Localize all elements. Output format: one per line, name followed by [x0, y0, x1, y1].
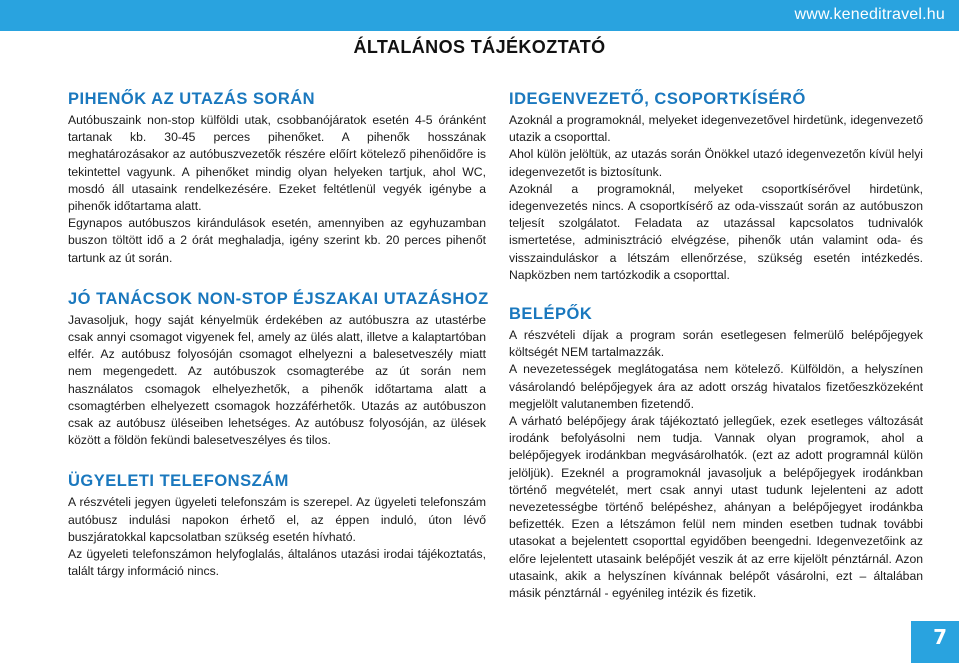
page-number-badge: [911, 621, 959, 663]
section-duty-phone: [68, 471, 486, 580]
page-number: 7: [933, 625, 947, 649]
section-night-travel-tips: [68, 289, 489, 450]
section-heading: BELÉPŐK: [509, 305, 593, 324]
section-tickets: [509, 304, 923, 602]
paragraph: Azoknál a programoknál, melyeket csoportkísérővel hirdetünk, idegenvezetés nincs. A csoportkísérő az oda-visszaút során az autóbuszon teljesít szolgálatot. Feladata az utazással kapcsolatos tudnivalók ismertetése, adminisztráció elvégzése, pihenők után valamint oda- és visszainduláskor a létszám ellenőrzése, szükség esetén intézkedés. Napközben nem tartózkodik a csoporttal.: [509, 181, 923, 282]
section-heading: ÜGYELETI TELEFONSZÁM: [68, 472, 289, 491]
paragraph: A nevezetességek meglátogatása nem kötelező. Külföldön, a helyszínen vásárolandó belépőjegyek ára az adott ország hivatalos fizetőeszközeként megjelölt valutanemben fizetendő.: [509, 362, 923, 411]
paragraph: A várható belépőjegy árak tájékoztató jellegűek, ezek esetleges változását irodánk befolyásolni nem tudja. Vannak olyan programok, ahol a belépőjegyek irodánkban megvásárolhatók. (ezt az adott programnál külön jelöljük). Ezeknél a programoknál javasoljuk a belépőjegyek irodánkban történő megvételét, mert csak annyi utast tudunk lejelenteni az adott nevezetességbe történő belépéshez, ahányan a belépőjegyet irodánkba befizették. Ezen a létszámon felül nem minden esetben tudnak további utasokat a bejelentett csoporttal egyidőben beengedni. Idegenvezetőink az előre lejelentett utasaink belépőjét veszik át az erre kijelölt pénztárnál. Azon utasaink, akik a helyszínen kívánnak belépőt vásárolni, ezt – általában másik pénztárnál - egyénileg intézik és fizetik.: [509, 414, 923, 601]
paragraph: Javasoljuk, hogy saját kényelmük érdekében az autóbuszra az utastérbe csak annyi csomagot vigyenek fel, amely az ülés alatt, illetve a kalaptartóban elfér. Az autóbusz folyosóján csomagot elhelyezni a balesetveszély miatt nem megengedett. Az autóbuszok csomagterébe az út során nem használatos csomagok elhelyezhetők, a pihenők időtartama alatt a csomagtérben elhelyezett csomagok hozzáférhetők. Utazás az autóbuszon csak az autóbusz üléseiben lehetséges. Az autóbusz folyosóján, az ülések között a földön fekündi balesetveszélyes és tilos.: [68, 312, 486, 448]
paragraph: Ahol külön jelöltük, az utazás során Önökkel utazó idegenvezetőn kívül helyi idegenvezetőt is biztosítunk.: [509, 147, 923, 179]
paragraph: Az ügyeleti telefonszámon helyfoglalás, általános utazási irodai tájékoztatás, talált tárgy információ nincs.: [68, 547, 486, 579]
paragraph: Autóbuszaink non-stop külföldi utak, csobbanójáratok esetén 4-5 óránként tartanak kb. 30-45 perces pihenőket. A pihenők hosszának meghatározásakor az autóbuszvezetők részére előírt kötelező pihenőidőre is tekintettel vagyunk. A pihenőket mindig olyan helyeken tartjuk, ahol WC, mosdó áll utasaink rendelkezésére. Ezeket feltétlenül vegyék igénybe a pihenők időtartama alatt.: [68, 113, 486, 214]
top-banner: [0, 0, 959, 31]
paragraph: Azoknál a programoknál, melyeket idegenvezetővel hirdetünk, idegenvezető utazik a csoporttal.: [509, 113, 923, 145]
section-rest-stops: [68, 89, 486, 267]
paragraph: A részvételi jegyen ügyeleti telefonszám is szerepel. Az ügyeleti telefonszám autóbusz indulási napokon érhető el, az éppen induló, úton lévő buszjáratokkal kapcsolatban szükség esetén hívható.: [68, 495, 486, 544]
section-heading: PIHENŐK AZ UTAZÁS SORÁN: [68, 90, 316, 108]
site-url[interactable]: www.keneditravel.hu: [794, 6, 945, 23]
paragraph: A részvételi díjak a program során esetlegesen felmerülő belépőjegyek költségét NEM tartalmazzák.: [509, 328, 923, 360]
section-heading: IDEGENVEZETŐ, CSOPORTKÍSÉRŐ: [509, 90, 806, 108]
section-heading: JÓ TANÁCSOK NON-STOP ÉJSZAKAI UTAZÁSHOZ: [68, 289, 489, 308]
page-title: ÁLTALÁNOS TÁJÉKOZTATÓ: [353, 37, 606, 57]
section-tour-guide: [509, 89, 923, 284]
right-column: [509, 89, 923, 626]
paragraph: Egynapos autóbuszos kirándulások esetén, amennyiben az egyhuzamban buszon töltött idő a 2 órát meghaladja, igény szerint kb. 20 perces pihenőt tartunk az út során.: [68, 216, 486, 265]
left-column: [68, 89, 489, 604]
